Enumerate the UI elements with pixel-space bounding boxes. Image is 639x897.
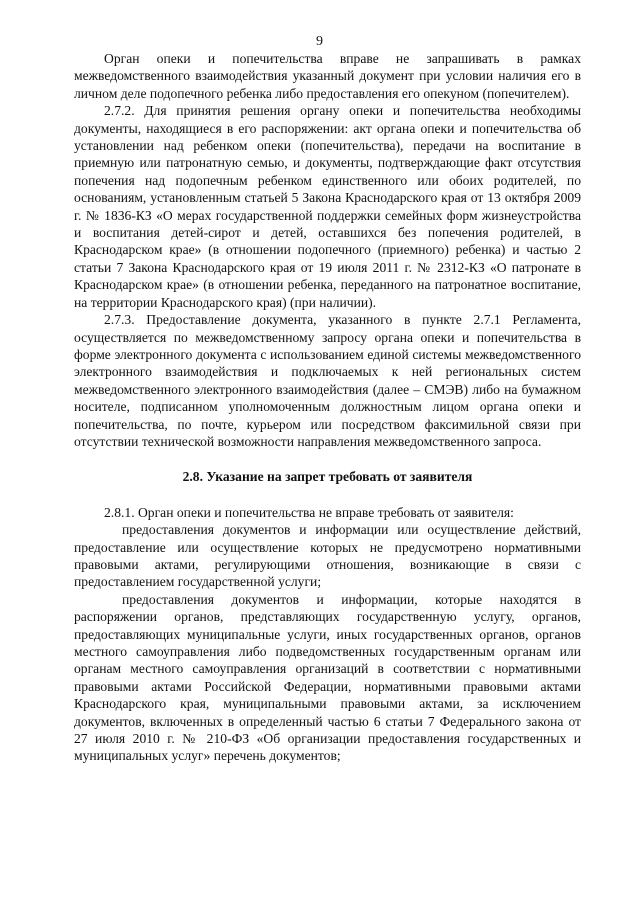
paragraph-prohibition-2: предоставления документов и информации, которые находятся в распоряжении органов, представляющих государственную услугу, органов, предоставляющих муниципальные услуги, иных государственных органов, органов местного самоуправления либо подведомственных государственным органам или органам местного самоуправления организаций в соответствии с нормативными правовыми актами Российской Федерации, нормативными правовыми актами Краснодарского края, муниципальными правовыми актами, за исключением документов, включенных в определенный частью 6 статьи 7 Федерального закона от 27 июля 2010 г. № 210-ФЗ «Об организации предоставления государственных и муниципальных услуг» перечень документов; [74,591,581,764]
paragraph-2-7-3: 2.7.3. Предоставление документа, указанного в пункте 2.7.1 Регламента, осуществляется по межведомственному запросу органа опеки и попечительства в форме электронного документа с использованием единой системы межведомственного электронного взаимодействия и подключаемых к ней региональных систем межведомственного электронного взаимодействия (далее – СМЭВ) либо на бумажном носителе, подписанном уполномоченным должностным лицом органа опеки и попечительства, по почте, курьером или посредством факсимильной связи при отсутствии технической возможности направления межведомственного запроса. [74,312,581,449]
paragraph-2-7-2: 2.7.2. Для принятия решения органу опеки и попечительства необходимы документы, находящиеся в его распоряжении: акт органа опеки и попечительства об установлении над ребенком опеки (попечительства), передачи на воспитание в приемную или патронатную семью, и документы, подтверждающие факт отсутствия попечения над подопечным ребенком единственного или обоих родителей, по основаниям, установленным статьей 5 Закона Краснодарского края от 13 октября 2009 г. № 1836-КЗ «О мерах государственной поддержки семейных форм жизнеустройства и воспитания детей-сирот и детей, оставшихся без попечения родителей, в Краснодарском крае» (в отношении подопечного (приемного) ребенка) и частью 2 статьи 7 Закона Краснодарского края от 19 июля 2011 г. № 2312-КЗ «О патронате в Краснодарском крае» (в отношении ребенка, переданного на патронатное воспитание, на территории Краснодарского края) (при наличии). [74,103,581,310]
paragraph-prohibition-1: предоставления документов и информации или осуществление действий, предоставление или осуществление которых не предусмотрено нормативными правовыми актами, регулирующими отношения, возникающие в связи с предоставлением государственной услуги; [74,522,581,590]
page-number: 9 [316,34,323,49]
paragraph-2-8-1: 2.8.1. Орган опеки и попечительства не вправе требовать от заявителя: [104,504,514,520]
paragraph-opeka-request: Орган опеки и попечительства вправе не запрашивать в рамках межведомственного взаимодействия указанный документ при условии наличия его в личном деле подопечного ребенка либо предоставления его опекуном (попечителем). [74,51,581,101]
section-heading-2-8: 2.8. Указание на запрет требовать от заявителя [182,469,473,485]
page-content [74,50,581,765]
